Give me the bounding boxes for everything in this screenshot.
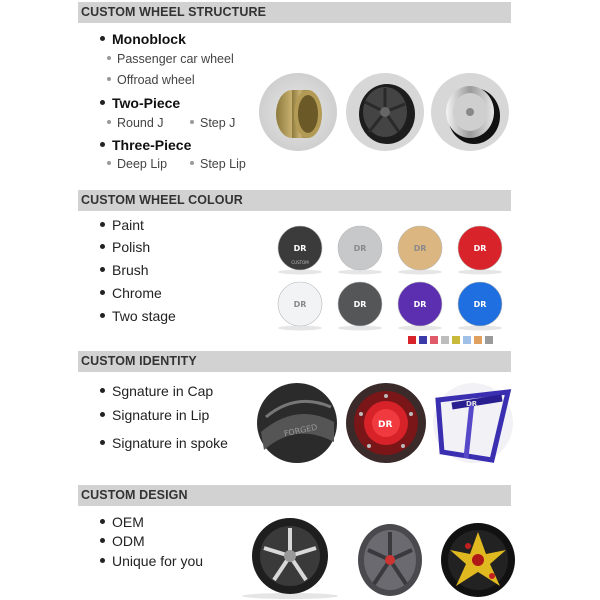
bullet-icon bbox=[100, 412, 105, 417]
bullet-icon bbox=[100, 222, 105, 227]
monoblock-barrel-image bbox=[258, 72, 338, 152]
list-item-odm bbox=[100, 533, 145, 549]
bullet-icon bbox=[100, 267, 105, 272]
cap-logo-text: DR bbox=[353, 244, 367, 253]
svg-text:DR: DR bbox=[378, 420, 393, 430]
wheel-cap-8 bbox=[458, 282, 502, 331]
sub-item-step-j bbox=[190, 116, 235, 130]
bullet-icon bbox=[107, 161, 111, 165]
wheel-cap-2 bbox=[338, 226, 382, 275]
sub-item-label: Round J bbox=[117, 116, 164, 130]
identity-item-label: Signature in Lip bbox=[112, 407, 210, 423]
colour-item-label: Two stage bbox=[112, 308, 176, 324]
sub-item-label: Step J bbox=[200, 116, 236, 130]
three-piece-wheel-image bbox=[430, 72, 510, 152]
colour-swatch-4 bbox=[441, 336, 449, 344]
bullet-icon bbox=[100, 519, 105, 524]
colour-swatch-7 bbox=[474, 336, 482, 344]
sub-item-step-lip bbox=[190, 157, 246, 171]
lip-signature-image bbox=[256, 382, 338, 464]
bullet-icon bbox=[100, 100, 105, 105]
cap-logo-text: DR bbox=[473, 300, 487, 309]
sub-item-label: Step Lip bbox=[200, 157, 246, 171]
bullet-icon bbox=[100, 440, 105, 445]
colour-swatch-3 bbox=[430, 336, 438, 344]
colour-item-label: Polish bbox=[112, 239, 151, 255]
bullet-icon bbox=[100, 244, 105, 249]
colour-swatch-8 bbox=[485, 336, 493, 344]
section-header-design: CUSTOM DESIGN bbox=[78, 485, 511, 506]
cap-logo-text: DR bbox=[413, 244, 427, 253]
colour-swatch-5 bbox=[452, 336, 460, 344]
design-item-label: Unique for you bbox=[112, 553, 204, 569]
sub-item-label: Deep Lip bbox=[117, 157, 168, 171]
cap-logo-text: DR bbox=[473, 244, 487, 253]
wheel-cap-7 bbox=[398, 282, 442, 331]
sub-item-deep-lip bbox=[107, 157, 167, 171]
bullet-icon bbox=[107, 77, 111, 81]
list-item-oem bbox=[100, 514, 144, 530]
colour-caps-image bbox=[262, 220, 512, 350]
bullet-icon bbox=[190, 161, 194, 165]
cap-logo-text: DR bbox=[413, 300, 427, 309]
cap-logo-text: DR bbox=[293, 244, 307, 253]
design-item-label: OEM bbox=[112, 514, 144, 530]
colour-swatch-6 bbox=[463, 336, 471, 344]
colour-swatch-2 bbox=[419, 336, 427, 344]
list-item-paint bbox=[100, 217, 144, 233]
wheel-cap-6 bbox=[338, 282, 382, 331]
sub-item-passenger bbox=[107, 52, 234, 66]
bullet-icon bbox=[100, 290, 105, 295]
wheel-cap-5 bbox=[278, 282, 322, 331]
list-item-monoblock bbox=[100, 31, 186, 47]
sub-item-label: Offroad wheel bbox=[117, 73, 195, 87]
bullet-icon bbox=[100, 142, 105, 147]
bullet-icon bbox=[100, 538, 105, 543]
bullet-icon bbox=[100, 558, 105, 563]
unique-wheel-image bbox=[438, 520, 518, 600]
bullet-icon bbox=[107, 120, 111, 124]
list-item-unique bbox=[100, 553, 203, 569]
list-item-three-piece bbox=[100, 137, 191, 153]
two-piece-label: Two-Piece bbox=[112, 95, 181, 111]
list-item-cap-signature bbox=[100, 383, 213, 399]
colour-swatch-1 bbox=[408, 336, 416, 344]
colour-item-label: Brush bbox=[112, 262, 149, 278]
monoblock-label: Monoblock bbox=[112, 31, 186, 47]
list-item-lip-signature bbox=[100, 407, 209, 423]
section-header-identity: CUSTOM IDENTITY bbox=[78, 351, 511, 372]
wheel-cap-3 bbox=[398, 226, 442, 275]
sub-item-offroad bbox=[107, 73, 195, 87]
section-header-colour: CUSTOM WHEEL COLOUR bbox=[78, 190, 511, 211]
sub-item-round-j bbox=[107, 116, 164, 130]
two-piece-wheel-image bbox=[345, 72, 425, 152]
identity-item-label: Signature in spoke bbox=[112, 435, 228, 451]
list-item-spoke-signature bbox=[100, 435, 228, 451]
cap-signature-image bbox=[345, 382, 427, 464]
bullet-icon bbox=[100, 36, 105, 41]
sub-item-label: Passenger car wheel bbox=[117, 52, 234, 66]
bullet-icon bbox=[100, 388, 105, 393]
bullet-icon bbox=[107, 56, 111, 60]
wheel-cap-1 bbox=[278, 226, 322, 275]
list-item-two-piece bbox=[100, 95, 180, 111]
svg-text:DR: DR bbox=[466, 400, 478, 408]
cap-ring-text: CUSTOM bbox=[291, 260, 309, 265]
cap-logo-text: DR bbox=[353, 300, 367, 309]
section-header-structure: CUSTOM WHEEL STRUCTURE bbox=[78, 2, 511, 23]
list-item-chrome bbox=[100, 285, 162, 301]
colour-item-label: Paint bbox=[112, 217, 144, 233]
odm-wheel-image bbox=[350, 520, 430, 600]
bullet-icon bbox=[190, 120, 194, 124]
svg-text:FORGED: FORGED bbox=[283, 422, 319, 439]
identity-item-label: Sgnature in Cap bbox=[112, 383, 214, 399]
design-item-label: ODM bbox=[112, 533, 145, 549]
cap-logo-text: DR bbox=[293, 300, 307, 309]
three-piece-label: Three-Piece bbox=[112, 137, 192, 153]
list-item-brush bbox=[100, 262, 149, 278]
spoke-signature-image bbox=[432, 382, 514, 464]
colour-item-label: Chrome bbox=[112, 285, 162, 301]
oem-wheel-image bbox=[238, 512, 338, 600]
bullet-icon bbox=[100, 313, 105, 318]
wheel-cap-4 bbox=[458, 226, 502, 275]
list-item-polish bbox=[100, 239, 150, 255]
list-item-two-stage bbox=[100, 308, 176, 324]
